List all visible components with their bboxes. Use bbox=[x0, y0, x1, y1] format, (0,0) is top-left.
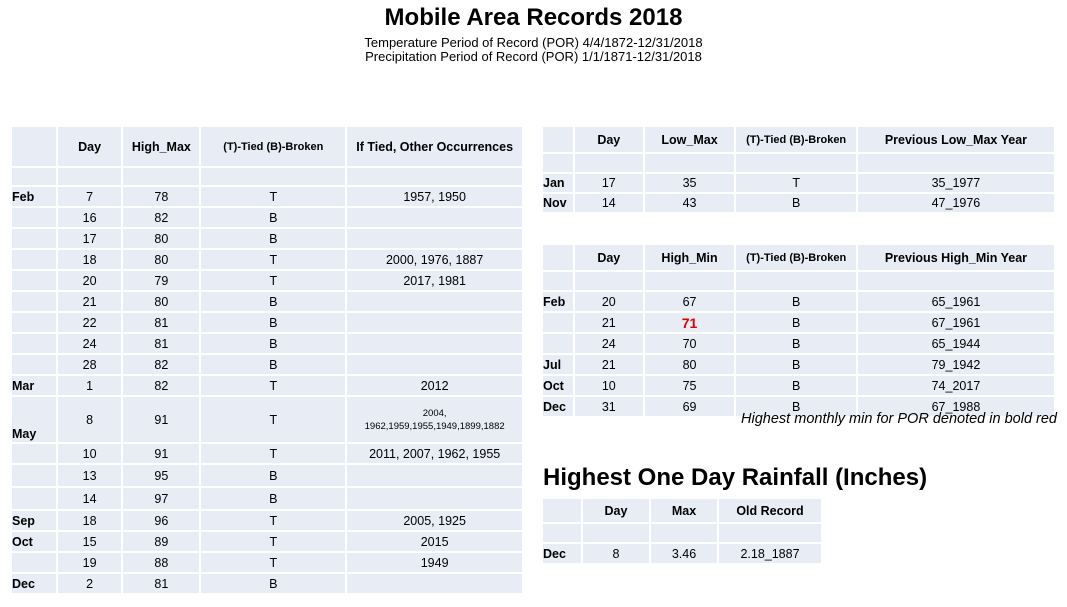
day-cell: 17 bbox=[57, 228, 123, 249]
status-cell: B bbox=[735, 354, 856, 375]
table-row bbox=[542, 375, 1055, 396]
value-cell: 82 bbox=[122, 207, 200, 228]
other-cell bbox=[346, 464, 523, 487]
value-cell: 88 bbox=[122, 552, 200, 573]
day-cell: 10 bbox=[57, 443, 123, 464]
status-cell: T bbox=[200, 443, 346, 464]
other-cell bbox=[346, 207, 523, 228]
value-cell: 69 bbox=[644, 396, 736, 417]
header-cell bbox=[542, 244, 574, 271]
table-row bbox=[542, 193, 1055, 213]
header-cell: High_Min bbox=[644, 244, 736, 271]
month-cell bbox=[11, 333, 57, 354]
high-max-table bbox=[10, 125, 524, 595]
month-cell: Mar bbox=[11, 375, 57, 396]
status-cell: T bbox=[200, 186, 346, 207]
spacer-row bbox=[542, 523, 822, 543]
table-row bbox=[11, 312, 523, 333]
table-row bbox=[11, 249, 523, 270]
status-cell: B bbox=[735, 333, 856, 354]
value-cell: 80 bbox=[122, 249, 200, 270]
day-cell: 8 bbox=[57, 396, 123, 443]
other-cell: 2011, 2007, 1962, 1955 bbox=[346, 443, 523, 464]
other-cell bbox=[346, 291, 523, 312]
table-row bbox=[542, 543, 822, 564]
month-cell: Jul bbox=[542, 354, 574, 375]
day-cell: 1 bbox=[57, 375, 123, 396]
rainfall-heading: Highest One Day Rainfall (Inches) bbox=[543, 464, 928, 491]
previous-year-cell: 67_1961 bbox=[857, 312, 1055, 333]
precipitation-por-subtitle: Precipitation Period of Record (POR) 1/1/1871-12/31/2018 bbox=[365, 49, 702, 64]
status-cell: T bbox=[200, 270, 346, 291]
table-row bbox=[11, 228, 523, 249]
value-cell: 3.46 bbox=[650, 543, 718, 564]
header-cell bbox=[11, 126, 57, 167]
day-cell: 21 bbox=[574, 312, 644, 333]
day-cell: 2 bbox=[57, 573, 123, 594]
low-max-table bbox=[541, 125, 1056, 214]
month-cell bbox=[11, 443, 57, 464]
month-cell bbox=[542, 312, 574, 333]
table-row bbox=[11, 487, 523, 510]
status-cell: B bbox=[735, 193, 856, 213]
other-cell bbox=[346, 487, 523, 510]
status-cell: T bbox=[200, 552, 346, 573]
value-cell: 97 bbox=[122, 487, 200, 510]
other-cell: 2012 bbox=[346, 375, 523, 396]
month-cell: Sep bbox=[11, 510, 57, 531]
day-cell: 24 bbox=[574, 333, 644, 354]
page-title: Mobile Area Records 2018 bbox=[384, 4, 683, 31]
status-cell: B bbox=[735, 375, 856, 396]
value-cell: 80 bbox=[122, 291, 200, 312]
header-cell: Previous High_Min Year bbox=[857, 244, 1055, 271]
other-occurrences-line: 1962,1959,1955,1949,1899,1882 bbox=[364, 420, 505, 432]
spacer-row bbox=[542, 153, 1055, 173]
value-cell: 78 bbox=[122, 186, 200, 207]
previous-year-cell: 74_2017 bbox=[857, 375, 1055, 396]
value-cell: 67 bbox=[644, 291, 736, 312]
value-cell: 43 bbox=[644, 193, 736, 213]
status-cell: B bbox=[200, 487, 346, 510]
month-cell: Nov bbox=[542, 193, 574, 213]
month-cell: Oct bbox=[11, 531, 57, 552]
month-cell: May bbox=[11, 396, 57, 443]
high-min-table bbox=[541, 243, 1056, 418]
status-cell: T bbox=[735, 173, 856, 193]
month-cell bbox=[11, 228, 57, 249]
day-cell: 16 bbox=[57, 207, 123, 228]
table-row bbox=[542, 354, 1055, 375]
other-cell: 2015 bbox=[346, 531, 523, 552]
day-cell: 14 bbox=[574, 193, 644, 213]
day-cell: 21 bbox=[574, 354, 644, 375]
previous-year-cell: 65_1961 bbox=[857, 291, 1055, 312]
previous-year-cell: 47_1976 bbox=[857, 193, 1055, 213]
header-cell: Day bbox=[574, 244, 644, 271]
value-cell: 80 bbox=[122, 228, 200, 249]
status-cell: B bbox=[200, 228, 346, 249]
status-cell: B bbox=[735, 312, 856, 333]
value-cell: 96 bbox=[122, 510, 200, 531]
month-cell bbox=[11, 312, 57, 333]
day-cell: 15 bbox=[57, 531, 123, 552]
month-cell: Oct bbox=[542, 375, 574, 396]
value-cell: 81 bbox=[122, 333, 200, 354]
table-row bbox=[11, 333, 523, 354]
month-cell: Dec bbox=[542, 543, 582, 564]
table-row bbox=[11, 464, 523, 487]
status-cell: B bbox=[200, 333, 346, 354]
value-cell: 81 bbox=[122, 312, 200, 333]
other-cell bbox=[346, 312, 523, 333]
day-cell: 8 bbox=[582, 543, 650, 564]
previous-year-cell: 65_1944 bbox=[857, 333, 1055, 354]
table-row bbox=[11, 396, 523, 443]
status-cell: B bbox=[200, 207, 346, 228]
record-value-highlight: 71 bbox=[644, 312, 736, 333]
table-header-row bbox=[11, 126, 523, 167]
rainfall-table bbox=[541, 497, 823, 565]
month-cell bbox=[11, 291, 57, 312]
month-cell bbox=[11, 249, 57, 270]
header-cell: (T)-Tied (B)-Broken bbox=[735, 244, 856, 271]
table-row bbox=[11, 186, 523, 207]
value-cell: 91 bbox=[122, 443, 200, 464]
day-cell: 21 bbox=[57, 291, 123, 312]
day-cell: 24 bbox=[57, 333, 123, 354]
day-cell: 18 bbox=[57, 510, 123, 531]
day-cell: 17 bbox=[574, 173, 644, 193]
header-cell bbox=[542, 498, 582, 523]
value-cell: 89 bbox=[122, 531, 200, 552]
day-cell: 22 bbox=[57, 312, 123, 333]
other-cell: 2005, 1925 bbox=[346, 510, 523, 531]
value-cell: 91 bbox=[122, 396, 200, 443]
value-cell: 79 bbox=[122, 270, 200, 291]
day-cell: 14 bbox=[57, 487, 123, 510]
other-cell bbox=[346, 396, 523, 443]
status-cell: B bbox=[200, 312, 346, 333]
header-cell: Day bbox=[574, 126, 644, 153]
month-cell bbox=[542, 333, 574, 354]
other-occurrences-line: 2004, bbox=[422, 407, 447, 419]
header-cell: (T)-Tied (B)-Broken bbox=[735, 126, 856, 153]
table-row bbox=[11, 375, 523, 396]
table-row bbox=[11, 510, 523, 531]
status-cell: T bbox=[200, 396, 346, 443]
table-row bbox=[542, 291, 1055, 312]
other-cell: 1957, 1950 bbox=[346, 186, 523, 207]
month-cell: Dec bbox=[11, 573, 57, 594]
month-cell bbox=[11, 207, 57, 228]
status-cell: T bbox=[200, 531, 346, 552]
table-row bbox=[11, 573, 523, 594]
day-cell: 13 bbox=[57, 464, 123, 487]
table-row bbox=[11, 531, 523, 552]
day-cell: 31 bbox=[574, 396, 644, 417]
previous-year-cell: 35_1977 bbox=[857, 173, 1055, 193]
table-row bbox=[542, 312, 1055, 333]
status-cell: B bbox=[200, 291, 346, 312]
header-cell: Old Record bbox=[718, 498, 822, 523]
high-min-footnote: Highest monthly min for POR denoted in bold red bbox=[741, 411, 1057, 427]
previous-year-cell: 67_1988 bbox=[857, 396, 1055, 417]
month-cell bbox=[11, 487, 57, 510]
value-cell: 82 bbox=[122, 375, 200, 396]
value-cell: 82 bbox=[122, 354, 200, 375]
spacer-row bbox=[542, 271, 1055, 291]
month-cell: Feb bbox=[542, 291, 574, 312]
header-cell: Previous Low_Max Year bbox=[857, 126, 1055, 153]
header-cell: Max bbox=[650, 498, 718, 523]
table-row bbox=[542, 333, 1055, 354]
month-cell: Dec bbox=[542, 396, 574, 417]
table-row bbox=[11, 552, 523, 573]
table-row bbox=[11, 207, 523, 228]
status-cell: B bbox=[200, 573, 346, 594]
table-row bbox=[11, 354, 523, 375]
other-cell bbox=[346, 228, 523, 249]
value-cell: 35 bbox=[644, 173, 736, 193]
table-row bbox=[11, 443, 523, 464]
value-cell: 75 bbox=[644, 375, 736, 396]
status-cell: T bbox=[200, 510, 346, 531]
status-cell: T bbox=[200, 375, 346, 396]
other-cell: 2000, 1976, 1887 bbox=[346, 249, 523, 270]
month-cell: Jan bbox=[542, 173, 574, 193]
header-cell bbox=[542, 126, 574, 153]
month-cell bbox=[11, 354, 57, 375]
old-record-cell: 2.18_1887 bbox=[718, 543, 822, 564]
day-cell: 7 bbox=[57, 186, 123, 207]
header-cell: Low_Max bbox=[644, 126, 736, 153]
temperature-por-subtitle: Temperature Period of Record (POR) 4/4/1872-12/31/2018 bbox=[364, 35, 703, 50]
other-cell: 2017, 1981 bbox=[346, 270, 523, 291]
header-cell: Day bbox=[582, 498, 650, 523]
status-cell: B bbox=[735, 291, 856, 312]
header-cell: (T)-Tied (B)-Broken bbox=[200, 126, 346, 167]
status-cell: B bbox=[735, 396, 856, 417]
day-cell: 20 bbox=[574, 291, 644, 312]
day-cell: 18 bbox=[57, 249, 123, 270]
month-cell bbox=[11, 552, 57, 573]
table-row bbox=[542, 173, 1055, 193]
table-row bbox=[11, 270, 523, 291]
day-cell: 20 bbox=[57, 270, 123, 291]
table-row bbox=[11, 291, 523, 312]
other-cell bbox=[346, 573, 523, 594]
header-cell: If Tied, Other Occurrences bbox=[346, 126, 523, 167]
month-cell: Feb bbox=[11, 186, 57, 207]
day-cell: 28 bbox=[57, 354, 123, 375]
day-cell: 19 bbox=[57, 552, 123, 573]
status-cell: B bbox=[200, 354, 346, 375]
header-cell: High_Max bbox=[122, 126, 200, 167]
table-header-row bbox=[542, 244, 1055, 271]
value-cell: 95 bbox=[122, 464, 200, 487]
other-cell: 1949 bbox=[346, 552, 523, 573]
status-cell: B bbox=[200, 464, 346, 487]
day-cell: 10 bbox=[574, 375, 644, 396]
previous-year-cell: 79_1942 bbox=[857, 354, 1055, 375]
value-cell: 81 bbox=[122, 573, 200, 594]
other-cell bbox=[346, 333, 523, 354]
table-header-row bbox=[542, 498, 822, 523]
month-cell bbox=[11, 464, 57, 487]
spacer-row bbox=[11, 167, 523, 186]
status-cell: T bbox=[200, 249, 346, 270]
value-cell: 80 bbox=[644, 354, 736, 375]
table-header-row bbox=[542, 126, 1055, 153]
header-cell: Day bbox=[57, 126, 123, 167]
month-cell bbox=[11, 270, 57, 291]
value-cell: 70 bbox=[644, 333, 736, 354]
other-cell bbox=[346, 354, 523, 375]
